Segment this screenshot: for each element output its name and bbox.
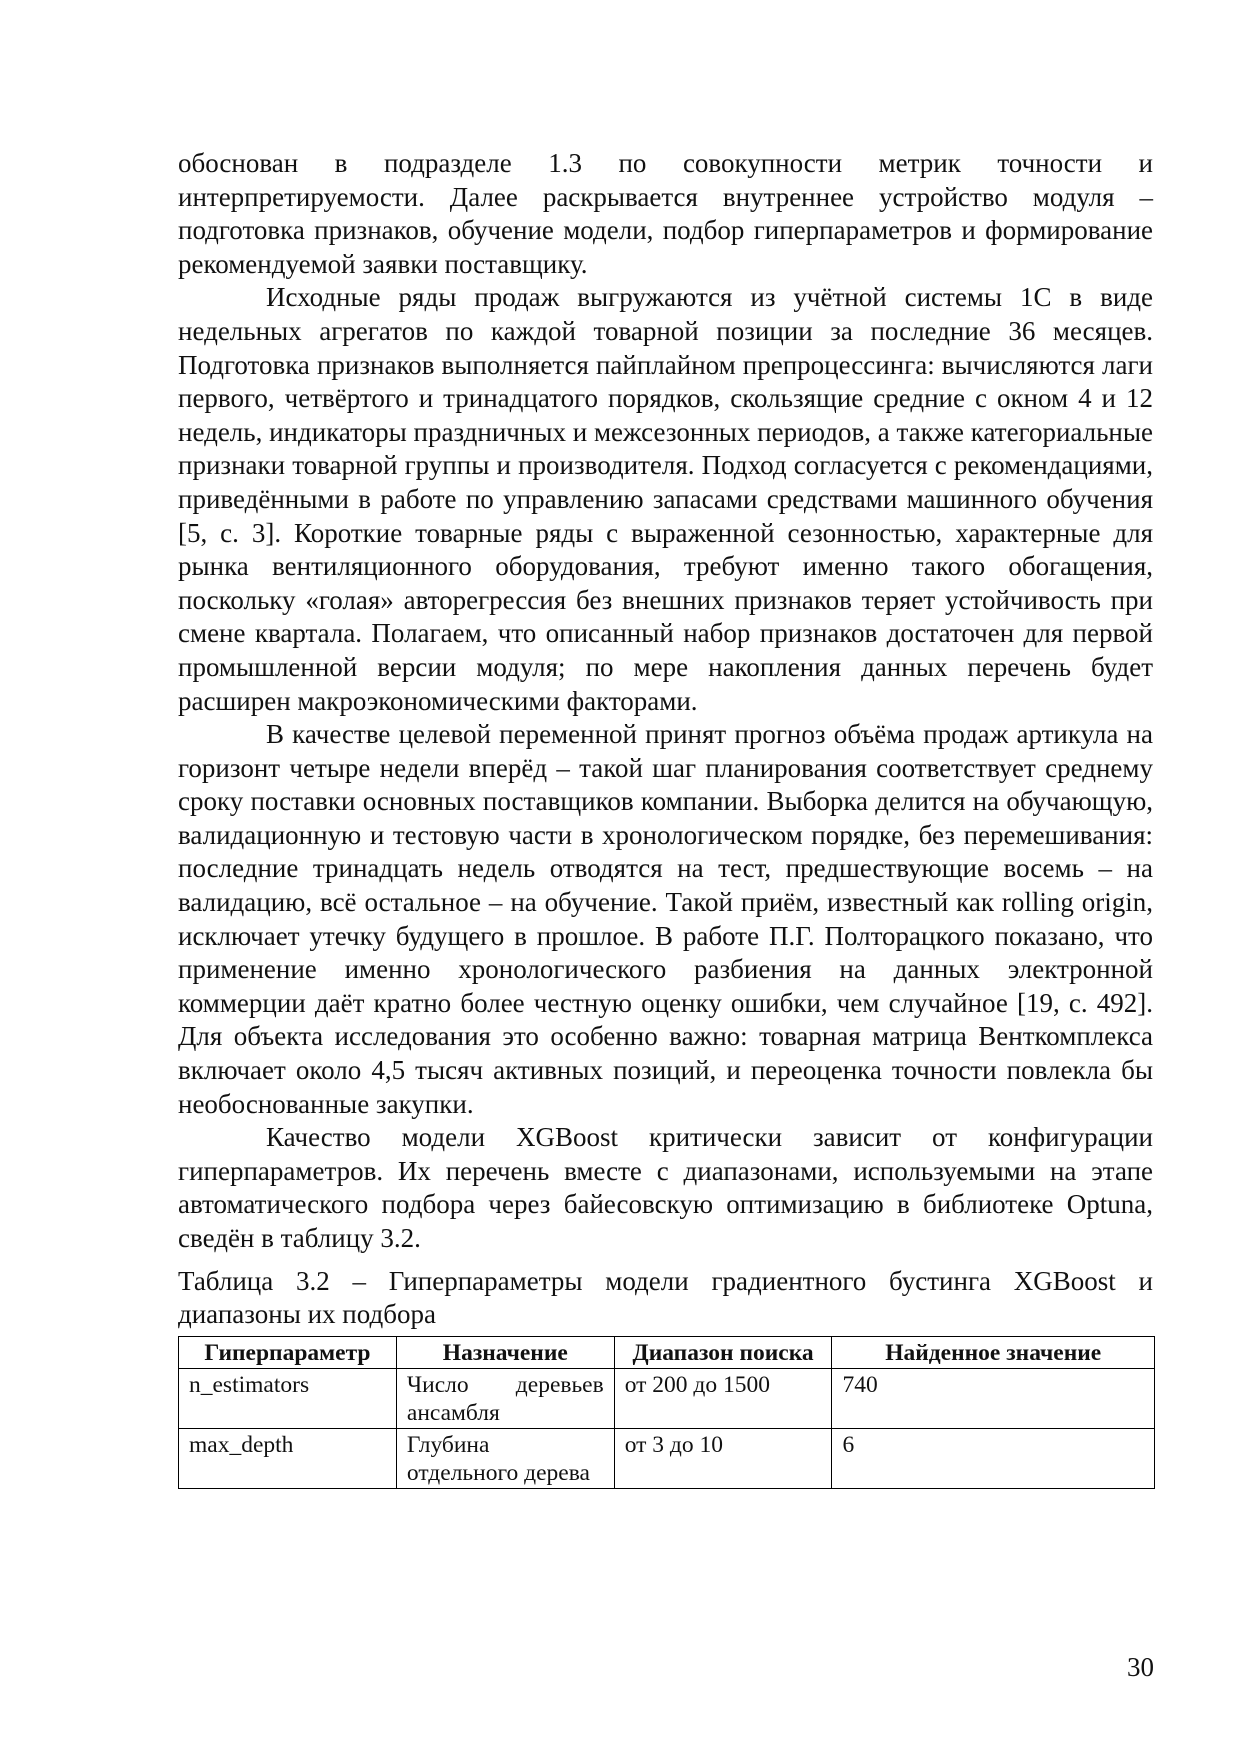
paragraph-target: В качестве целевой переменной принят прогноз объёма продаж артикула на горизонт четыре недели вперёд – такой шаг планирования соответствует среднему сроку поставки основных поставщиков компании. Выборка делится на обучающую, валидационную и тестовую части в хронологическом порядке, без перемешивания: последние тринадцать недель отводятся на тест, предшествующие восемь – на валидацию, всё остальное – на обучение. Такой приём, известный как rolling origin, исключает утечку будущего в прошлое. В работе П.Г. Полторацкого показано, что применение именно хронологического разбиения на данных электронной коммерции даёт кратно более честную оценку ошибки, чем случайное [19, с. 492]. Для объекта исследования это особенно важно: товарная матрица Венткомплекса включает около 4,5 тысяч активных позиций, и переоценка точности повлекла бы необоснованные закупки. — [178, 719, 1153, 1119]
header-found-value: Найденное значение — [832, 1336, 1155, 1368]
header-purpose: Назначение — [396, 1336, 614, 1368]
cell-purpose: Число деревьев ансамбля — [396, 1368, 614, 1428]
header-search-range: Диапазон поиска — [614, 1336, 832, 1368]
cell-purpose: Глубина отдельного дерева — [396, 1428, 614, 1488]
cell-search-range: от 200 до 1500 — [614, 1368, 832, 1428]
table-row — [179, 1428, 1155, 1488]
cell-hyperparameter: n_estimators — [179, 1368, 397, 1428]
cell-found-value: 740 — [832, 1368, 1155, 1428]
table-row — [179, 1368, 1155, 1428]
header-hyperparameter: Гиперпараметр — [179, 1336, 397, 1368]
table-header-row — [179, 1336, 1155, 1368]
table-caption: Таблица 3.2 – Гиперпараметры модели градиентного бустинга XGBoost и диапазоны их подбора — [178, 1265, 1153, 1330]
document-page — [178, 147, 1153, 1489]
cell-found-value: 6 — [832, 1428, 1155, 1488]
paragraph-continuation: обоснован в подразделе 1.3 по совокупности метрик точности и интерпретируемости. Далее раскрывается внутреннее устройство модуля – подготовка признаков, обучение модели, подбор гиперпараметров и формирование рекомендуемой заявки поставщику. — [178, 148, 1153, 279]
hyperparameter-table — [178, 1336, 1155, 1489]
paragraph-features: Исходные ряды продаж выгружаются из учётной системы 1С в виде недельных агрегатов по каждой товарной позиции за последние 36 месяцев. Подготовка признаков выполняется пайплайном препроцессинга: вычисляются лаги первого, четвёртого и тринадцатого порядков, скользящие средние с окном 4 и 12 недель, индикаторы праздничных и межсезонных периодов, а также категориальные признаки товарной группы и производителя. Подход согласуется с рекомендациями, приведёнными в работе по управлению запасами средствами машинного обучения [5, с. 3]. Короткие товарные ряды с выраженной сезонностью, характерные для рынка вентиляционного оборудования, требуют именно такого обогащения, поскольку «голая» авторегрессия без внешних признаков теряет устойчивость при смене квартала. Полагаем, что описанный набор признаков достаточен для первой промышленной версии модуля; по мере накопления данных перечень будет расширен макроэкономическими факторами. — [178, 282, 1153, 716]
paragraph-hyperparameters: Качество модели XGBoost критически зависит от конфигурации гиперпараметров. Их перечень вместе с диапазонами, используемыми на этапе автоматического подбора через байесовскую оптимизацию в библиотеке Optuna, сведён в таблицу 3.2. — [178, 1122, 1153, 1253]
page-number: 30 — [1127, 1652, 1154, 1682]
cell-hyperparameter: max_depth — [179, 1428, 397, 1488]
cell-search-range: от 3 до 10 — [614, 1428, 832, 1488]
